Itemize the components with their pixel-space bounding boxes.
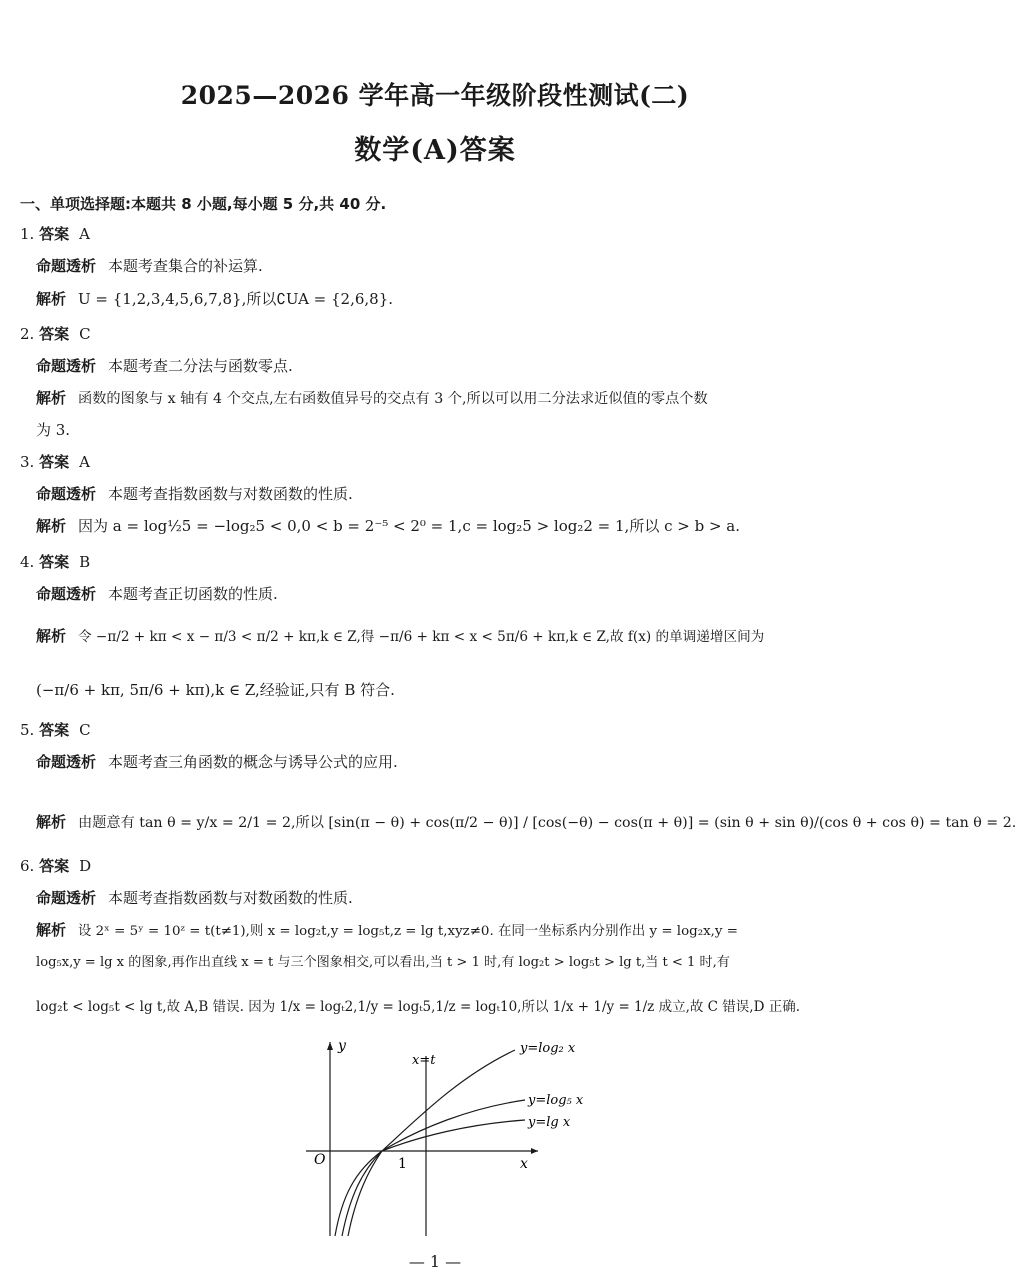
curve-lg bbox=[348, 1120, 525, 1236]
q4-solution-cont: (−π/6 + kπ, 5π/6 + kπ),k ∈ Z,经验证,只有 B 符合. bbox=[36, 681, 395, 699]
q3-answer-line bbox=[20, 452, 90, 472]
q2-solution: 函数的图象与 x 轴有 4 个交点,左右函数值异号的交点有 3 个,所以可以用二分法求近似值的零点个数 bbox=[78, 391, 708, 407]
q6-solution-line bbox=[36, 920, 738, 942]
log-graph bbox=[300, 1036, 600, 1246]
origin-label: O bbox=[314, 1152, 326, 1168]
curve-log5 bbox=[342, 1100, 525, 1236]
y-axis bbox=[327, 1042, 333, 1236]
q2-answer: C bbox=[79, 325, 91, 343]
q1-answer-label: 答案 bbox=[39, 225, 70, 243]
y-axis-label: y bbox=[338, 1038, 346, 1054]
q1-answer: A bbox=[79, 225, 90, 243]
q3-analysis: 本题考查指数函数与对数函数的性质. bbox=[108, 485, 353, 503]
q5-answer: C bbox=[79, 721, 91, 739]
q2-solution-cont: 为 3. bbox=[36, 421, 71, 439]
page-number: — 1 — bbox=[408, 1252, 462, 1271]
q5-analysis: 本题考查三角函数的概念与诱导公式的应用. bbox=[108, 753, 398, 771]
q6-answer-label: 答案 bbox=[39, 857, 70, 875]
q2-answer-label: 答案 bbox=[39, 325, 70, 343]
q4-analysis-line bbox=[36, 584, 278, 604]
q6-solution-label: 解析 bbox=[36, 921, 67, 939]
q1-analysis: 本题考查集合的补运算. bbox=[108, 257, 263, 275]
q4-analysis-label: 命题透析 bbox=[36, 585, 97, 603]
x-axis-label: x bbox=[520, 1156, 528, 1172]
q4-solution-label: 解析 bbox=[36, 627, 67, 645]
q5-analysis-label: 命题透析 bbox=[36, 753, 97, 771]
curve-lg-label: y=lg x bbox=[528, 1115, 571, 1130]
q5-solution: 由题意有 tan θ = y/x = 2/1 = 2,所以 [sin(π − θ) + cos(π/2 − θ)] / [cos(−θ) − cos(π + θ)] = (sin θ + sin θ)/(cos θ + cos θ) = tan θ = 2. bbox=[78, 815, 1016, 831]
q2-analysis-line bbox=[36, 356, 293, 376]
line-label: x=t bbox=[412, 1053, 436, 1068]
q3-analysis-label: 命题透析 bbox=[36, 485, 97, 503]
q2-solution-line bbox=[36, 388, 708, 409]
q1-solution-line bbox=[36, 289, 393, 309]
q2-analysis-label: 命题透析 bbox=[36, 357, 97, 375]
q6-number: 6. bbox=[20, 857, 35, 875]
q2-number: 2. bbox=[20, 325, 35, 343]
q6-solution-cont1: log₅x,y = lg x 的图象,再作出直线 x = t 与三个图象相交,可以看出,当 t > 1 时,有 log₂t > log₅t > lg t,当 t < 1 时,有 bbox=[36, 955, 730, 970]
q6-analysis: 本题考查指数函数与对数函数的性质. bbox=[108, 889, 353, 907]
q4-answer: B bbox=[79, 553, 91, 571]
q2-analysis: 本题考查二分法与函数零点. bbox=[108, 357, 293, 375]
q5-solution-line bbox=[36, 812, 1016, 833]
doc-subtitle: 数学(A)答案 bbox=[354, 135, 516, 166]
q3-solution: 因为 a = log½5 = −log₂5 < 0,0 < b = 2⁻⁵ < 2⁰ = 1,c = log₂5 > log₂2 = 1,所以 c > b > a. bbox=[78, 517, 741, 535]
q4-solution-line bbox=[36, 626, 764, 647]
x-axis bbox=[306, 1148, 538, 1154]
q5-number: 5. bbox=[20, 721, 35, 739]
q1-analysis-label: 命题透析 bbox=[36, 257, 97, 275]
q6-answer: D bbox=[79, 857, 92, 875]
q1-answer-line bbox=[20, 224, 90, 244]
q2-solution-label: 解析 bbox=[36, 389, 67, 407]
q3-answer: A bbox=[79, 453, 90, 471]
q1-analysis-line bbox=[36, 256, 263, 276]
one-tick-label: 1 bbox=[398, 1156, 407, 1172]
q5-analysis-line bbox=[36, 752, 398, 772]
q6-analysis-label: 命题透析 bbox=[36, 889, 97, 907]
q3-solution-label: 解析 bbox=[36, 517, 67, 535]
q6-solution-cont2: log₂t < log₅t < lg t,故 A,B 错误. 因为 1/x = logₜ2,1/y = logₜ5,1/z = logₜ10,所以 1/x + 1/y = 1/z 成立,故 C 错误,D 正确. bbox=[36, 999, 800, 1015]
q3-analysis-line bbox=[36, 484, 353, 504]
q4-number: 4. bbox=[20, 553, 35, 571]
q1-solution-label: 解析 bbox=[36, 290, 67, 308]
q5-answer-label: 答案 bbox=[39, 721, 70, 739]
q1-solution: U = {1,2,3,4,5,6,7,8},所以∁UA = {2,6,8}. bbox=[78, 290, 394, 308]
doc-title: 2025—2026 学年高一年级阶段性测试(二) bbox=[180, 81, 690, 110]
curve-log2 bbox=[335, 1050, 515, 1236]
q4-solution: 令 −π/2 + kπ < x − π/3 < π/2 + kπ,k ∈ Z,得 −π/6 + kπ < x < 5π/6 + kπ,k ∈ Z,故 f(x) 的单调递增区间为 bbox=[78, 629, 765, 645]
q3-solution-line bbox=[36, 516, 740, 536]
q5-answer-line bbox=[20, 720, 91, 740]
q3-answer-label: 答案 bbox=[39, 453, 70, 471]
q3-number: 3. bbox=[20, 453, 35, 471]
section-heading: 一、单项选择题:本题共 8 小题,每小题 5 分,共 40 分. bbox=[20, 195, 387, 213]
q4-answer-label: 答案 bbox=[39, 553, 70, 571]
curve-log2-label: y=log₂ x bbox=[520, 1041, 576, 1056]
q6-analysis-line bbox=[36, 888, 353, 908]
q6-answer-line bbox=[20, 856, 91, 876]
q5-solution-label: 解析 bbox=[36, 813, 67, 831]
q4-analysis: 本题考查正切函数的性质. bbox=[108, 585, 278, 603]
curve-log5-label: y=log₅ x bbox=[528, 1093, 584, 1108]
q6-solution: 设 2ˣ = 5ʸ = 10ᶻ = t(t≠1),则 x = log₂t,y = log₅t,z = lg t,xyz≠0. 在同一坐标系内分别作出 y = log₂x,y = bbox=[78, 924, 738, 939]
q2-answer-line bbox=[20, 324, 91, 344]
q1-number: 1. bbox=[20, 225, 35, 243]
q4-answer-line bbox=[20, 552, 90, 572]
